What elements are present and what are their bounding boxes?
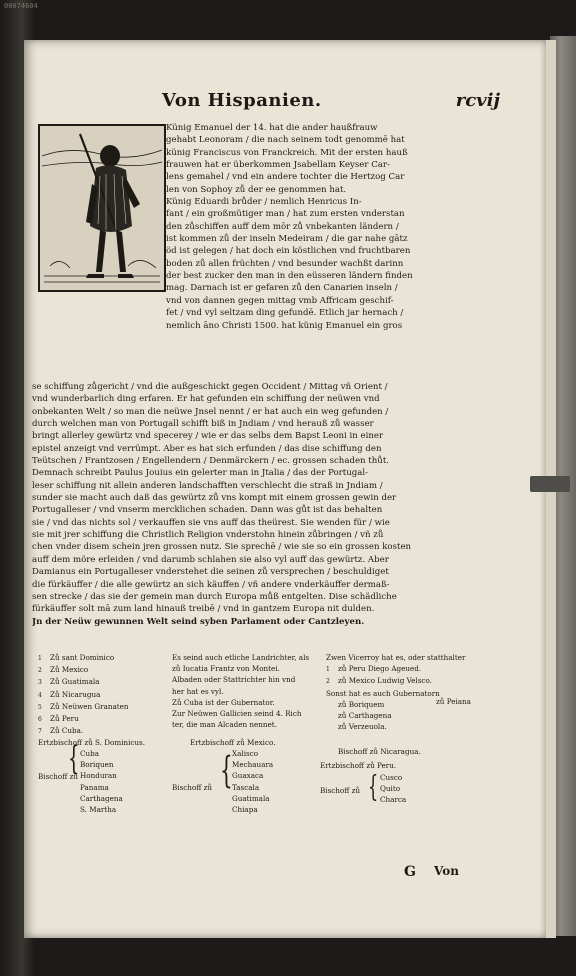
item-label: Zů Neüwen Granaten [50,701,129,711]
list-item [38,676,166,688]
list-item [38,725,166,737]
list-item: Mechauara [232,760,274,770]
item-label: zů Mexico Ludwig Velsco. [338,676,432,686]
text-line: leser schiffung nit allein anderen landschafften verschlecht die straß in Jndiam / [32,480,383,491]
list-item: Carthagena [80,793,123,803]
list-item: Tascala [232,782,260,792]
text-line: auff dem möre erleiden / vnd darumb schlahen sie also vyl auff das gewürtz. Aber [32,554,389,565]
item-label: zů Peru Diego Ageued. [338,664,422,674]
brace-icon: { [220,748,233,792]
page-clip [530,476,570,492]
item-label: Zů Nicarugua [50,689,101,699]
list-item [38,689,166,701]
text-line: Künig Emanuel der 14. hat die ander haußfrauw [166,123,378,133]
list-item: Cuba [80,749,100,758]
list-item: Boriquen [80,760,114,770]
text-line: Damianus ein Portugalleser vnderstehet die seinen zů versprechen / beschuldiget [32,567,389,578]
item-number: 1 [38,655,42,662]
item-number: 2 [38,667,42,675]
text-line: vnd von dannen gegen mittag vmb Affricam geschif- [166,295,394,306]
item-number: 5 [38,703,42,711]
text-line: Künig Eduardi brůder / nemlich Henricus In- [166,197,362,208]
list-item: Honduran [80,771,117,781]
text-line: öd ist gelegen / hat doch ein köstlichen vnd fruchtbaren [166,246,411,257]
text-line: frauwen hat er überkommen Jsabellam Keyser Car- [166,160,390,171]
text-line: gehabt Leonoram / die nach seinem todt genommē hat [166,135,405,146]
paragraph-wrapped [166,122,532,332]
text-line: bringt allerley gewürtz vnd specerey / wie er das selbs dem Bapst Leoni in einer [32,431,384,442]
text-line: fet / vnd vyl seltzam ding gefundē. Etlich jar hernach / [166,308,404,319]
section-heading: Jn der Neüw gewunnen Welt seind syben Parlament oder Cantzleyen. [32,616,365,627]
list-item [326,675,476,687]
dominic-sees [80,748,123,815]
note-line: Albaden oder Stattrichter hin vnd [172,675,296,685]
brace-icon: { [68,740,80,779]
note-line: zů Iucatia Frantz von Montei. [172,664,280,674]
bishop-label: Bischoff zů [38,772,79,781]
bishop-nicaragua: Bischoff zů Nicaragua. [338,747,421,756]
text-line: boden zů allen früchten / vnd besunder wachßt darinn [166,258,404,269]
text-line: chen vnder disem schein jren grossen nutz. Sie sprechē / wie sie so ein grossen kosten [32,542,412,553]
archbishop-peru: Ertzbischoff zů Peru. [320,761,397,770]
item-label: Zů sant Dominico [50,653,115,662]
running-title: Von Hispanien. [162,90,322,111]
note-line: ter, die man Alcaden nennet. [172,720,277,730]
note-line: Zů Cuba ist der Gubernator. [172,697,275,707]
mexico-sees [232,748,273,815]
peru-sees [380,772,406,806]
list-item: Guatimala [232,793,270,803]
text-line: Demnach schreibt Paulus Jouius ein gelerter man in Jtalia / das der Portugal- [32,468,369,479]
list-item: Chiapa [232,805,258,815]
governors-title: Sonst hat es auch Gubernatorn [326,688,440,698]
item-label: Zů Cuba. [50,726,84,736]
list-item [38,652,166,664]
text-line: sen strecke / das sie der gemein man durch Europa můß entgelten. Dise schädliche [32,591,397,602]
woodcut-figure-icon [40,126,164,290]
note-line: her hat es vyl. [172,686,224,696]
list-item: Cusco [380,773,403,782]
text-line: sie / vnd das nichts sol / verkauffen sie vns auff das theürest. Sie wenden für / wie [32,517,390,528]
text-line: die fürkäuffer / die alle gewürtz an sich käuffen / vñ andere vnderkäuffer dermaß- [32,579,390,590]
item-label: Zů Guatimala [50,677,100,687]
paragraph-full-width [32,381,532,628]
text-line: lens gemahel / vnd ein andere tochter die Hertzog Car [166,172,405,183]
text-line: der best zucker den man in den eüsseren ländern finden [166,271,413,282]
text-line: len von Sophoy zů der ee genommen hat. [166,184,347,195]
list-item [326,663,476,675]
brace-icon: { [368,769,379,804]
text-line: mag. Darnach ist er gefaren zů den Canarien inseln / [166,283,398,294]
woodcut-illustration [38,124,166,292]
list-item: Xalisco [232,749,259,758]
scan-label: 00074604 [4,2,38,10]
text-line: epistel anzeigt vnd verrümpt. Aber es hat sich erfunden / das dise schiffung den [32,443,382,454]
list-item: Charca [380,795,407,805]
bishop-label: Bischoff zů [172,783,213,792]
text-line: fant / ein großmütiger man / hat zum ersten vnderstan [166,209,405,220]
note-line: Zur Neüwen Gallicien seind 4. Rich [172,709,302,719]
text-line: vnd wunderbarlich ding erfaren. Er hat gefunden ein schiffung der neüwen vnd [32,394,380,405]
text-line: ist kommen zů der inseln Medeiram / die gar nahe gātz [166,234,408,245]
viceroys-list [326,652,476,732]
text-line: Portugalleser / vnd vnserm mercklichen schaden. Dann was gůt ist das behalten [32,505,383,516]
list-item: Panama [80,782,109,792]
item-label: Zů Mexico [50,665,89,675]
list-item: zů Verzeuola. [338,722,387,732]
list-item [38,713,166,725]
parliaments-list [38,652,166,737]
text-line: durch welchen man von Portugall schifft biß in Jndiam / vnd herauß zů wasser [32,419,374,430]
item-label: Zů Peru [50,714,79,724]
list-item: S. Martha [80,805,117,815]
item-number: 6 [38,716,42,724]
governor-extra: zů Peiana [436,697,471,706]
archbishop-dominic: Ertzbischoff zů S. Dominicus. [38,738,146,747]
list-item [38,664,166,676]
list-item: zů Boriquem [338,699,385,709]
page-header [24,90,546,120]
list-item: Quito [380,784,401,794]
text-line: den zůschiffen auff dem mōr zů vnbekanten ländern / [166,221,399,232]
archbishop-mexico: Ertzbischoff zů Mexico. [190,738,276,747]
list-item: Guaxaca [232,771,264,781]
text-line: Teütschen / Frantzosen / Engellendern / Denmärckern / ec. grossen schaden thůt. [32,456,390,467]
folio-number: rcvij [455,90,500,111]
text-line: sie mit jrer schiffung die Christlich Religion vnderstohn hinein zůbringen / vñ zů [32,530,384,541]
list-item: zů Carthagena [338,711,392,721]
item-number: 3 [38,679,42,687]
governors-note [172,652,322,730]
signature-mark: G [404,864,416,880]
viceroys-title: Zwen Vicerroy hat es, oder statthalter [326,653,466,662]
text-line: onbekanten Welt / so man die neüwe Jnsel nennt / er hat auch ein weg gefunden / [32,406,389,417]
text-line: künig Franciscus von Franckreich. Mit der ersten hauß [166,147,408,158]
bishop-label: Bischoff zů [320,786,361,795]
text-line: sunder sie macht auch daß das gewürtz zů vns kompt mit einem grossen gewin der [32,493,397,504]
book-page [24,40,546,938]
item-number: 4 [38,691,42,699]
item-number: 1 [326,666,330,674]
item-number: 2 [326,678,330,686]
text-line: fürkäuffer solt mā zum land hinauß treibē / vnd in gantzem Europa nit dulden. [32,604,375,615]
item-number: 7 [38,728,42,736]
text-line: se schiffung zůgericht / vnd die außgeschickt gegen Occident / Mittag vñ Orient / [32,382,388,392]
list-item [38,701,166,713]
text-line: nemlich āno Christi 1500. hat künig Emanuel ein gros [166,320,403,331]
catchword: Von [434,864,459,878]
note-line: Es seind auch etliche Landrichter, als [172,653,310,662]
